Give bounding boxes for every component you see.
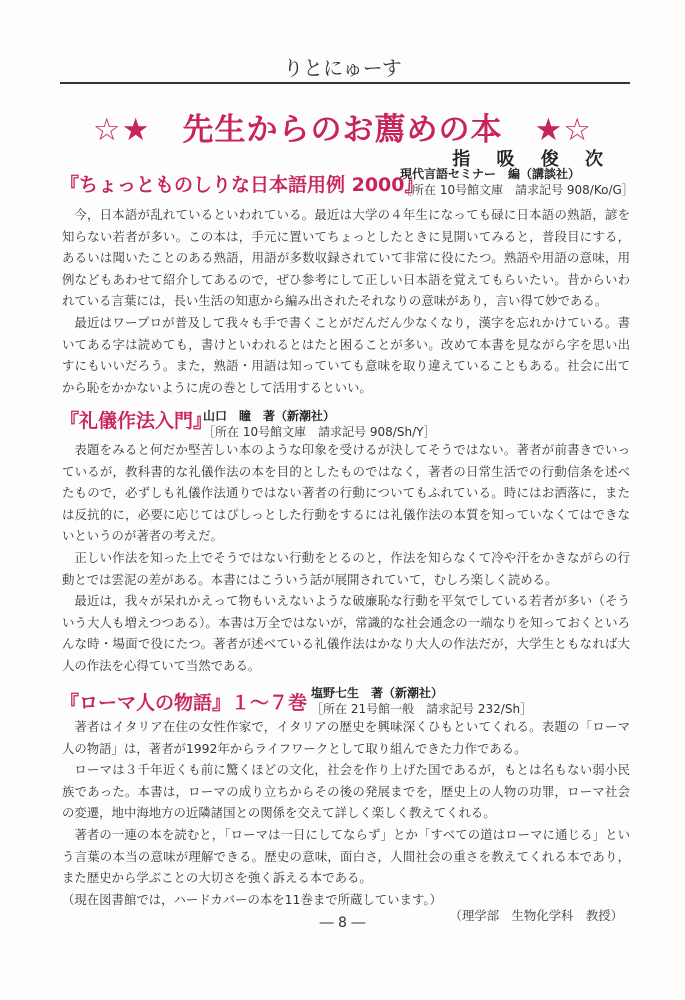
header-divider [60,82,630,84]
author-name: 指 吸 俊 次 [452,149,613,170]
review-paragraph: 正しい作法を知った上でそうではない行動をとるのと，作法を知らなくて冷や汗をかきながらの行動とでは雲泥の差がある。本書にはこういう話が展開されていて，むしろ楽しく読める。 [62,549,630,587]
book-location: ［所在 10号館文庫 請求記号 908/Ko/G］ [400,183,634,197]
review-paragraph: 最近は，我々が呆れかえって物もいえないような破廉恥な行動を平気でしている若者が多い（そういう大人も増えつつある）。本書は万全ではないが，常識的な社会通念の一端なりを知っておくといろんな時・場面で役にたつ。著者が述べている礼儀作法はかなり大人の作法だが，大学生ともなれば大人の作法を心得ていて当然である。 [62,593,630,673]
page-title: ☆★ 先生からのお薦めの本 ★☆ [92,112,593,148]
book-review [62,439,630,677]
holdings-note: （現在図書館では，ハードカバーの本を11巻まで所蔵しています。） [62,891,442,907]
review-paragraph: 今，日本語が乱れているといわれている。最近は大学の４年生になっても碌に日本語の熟語，諺を知らない若者が多い。この本は，手元に置いてちょっとしたときに見開いてみると，普段目にする，あるいは聞いたことのある熟語，用語が多数収録されていて非常に役にたつ。熟語や用語の意味，用例などもあわせて紹介してあるので，ぜひ参考にして正しい日本語を覚えてもらいたい。昔からいわれている言葉には，長い生活の知恵から編み出されたそれなりの意味があり，言い得て妙である。 [62,207,630,309]
review-paragraph: 著者の一連の本を読むと，「ローマは一日にしてならず」とか「すべての道はローマに通じる」という言葉の本当の意味が理解できる。歴史の意味，面白さ，人間社会の重さを教えてくれる本であり，また歴史から学ぶことの大切さを強く訴える本である。 [62,826,630,886]
book-info [400,166,634,198]
author-affiliation: （理学部 生物化学科 教授） [449,908,623,923]
review-paragraph: 最近はワープロが普及して我々も手で書くことがだんだん少なくなり，漢字を忘れかけている。書いてある字は読めても，書けといわれるとはたと困ることが多い。改めて本書を見ながら字を思い出すにもいいだろう。また，熟語・用語は知っていても意味を取り違えていることもある。社会に出てから恥をかかないように虎の巻として活用するといい。 [62,314,630,395]
review-paragraph: 著者はイタリア在住の女性作家で，イタリアの歴史を興味深くひもといてくれる。表題の「ローマ人の物語」は，著者が1992年からライフワークとして取り組んできた力作である。 [62,719,630,756]
book-title: 『礼儀作法入門』 [60,410,213,432]
book-info [311,685,532,717]
book-publisher: 現代言語セミナー 編（講談社） [400,167,581,181]
book-publisher: 塩野七生 著（新潮社） [311,686,444,700]
book-location: ［所在 21号館一般 請求記号 232/Sh］ [311,702,533,716]
book-title: 『ちょっとものしりな日本語用例 2000』 [60,174,424,196]
review-paragraph: 表題をみると何だか堅苦しい本のような印象を受けるが決してそうではない。著者が前書きでいっているが，教科書的な礼儀作法の本を目的としたものではなく，著者の日常生活での行動信条を述べたもので，必ずしも礼儀作法通りではない著者の行動についてもふれている。時にはお洒落に，または反抗的に，必要に応じてはぴしっとした行動をするには礼儀作法の本質を知っていなくてはできないというのが著者の考えだ。 [62,442,630,544]
book-title: 『ローマ人の物語』１～７巻 [60,692,308,714]
book-review [62,204,630,398]
book-publisher: 山口 瞳 著（新潮社） [203,409,336,423]
review-paragraph: ローマは３千年近くも前に驚くほどの文化，社会を作り上げた国であるが，もとは名もない弱小民族であった。本書は，ローマの成り立ちからその後の発展までを，歴史上の人物の功罪，ローマ社会の変遷，地中海地方の近隣諸国との関係を交えて詳しく楽しく教えてくれる。 [62,762,630,821]
book-location: ［所在 10号館文庫 請求記号 908/Sh/Y］ [203,425,436,439]
newsletter-name: りとにゅーす [283,56,402,80]
page-number: ― 8 ― [319,915,366,931]
book-info [203,408,435,440]
book-review [62,716,630,910]
